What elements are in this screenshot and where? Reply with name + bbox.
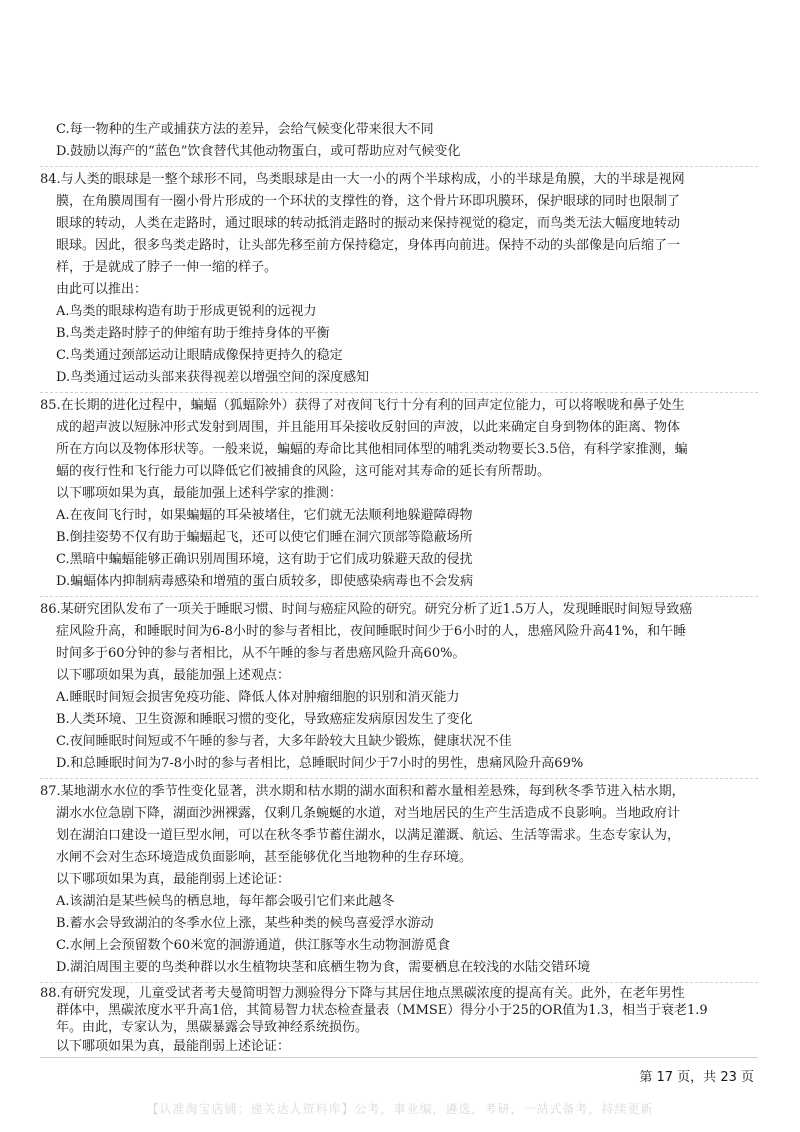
option-b: B.倒挂姿势不仅有助于蝙蝠起飞，还可以使它们睡在洞穴顶部等隐蔽场所 bbox=[56, 530, 473, 545]
question-stem: 84.与人类的眼球是一整个球形不同，鸟类眼球是由一大一小的两个半球构成，小的半球是角膜，大的半球是视网 bbox=[40, 172, 685, 187]
option-c: C.黑暗中蝙蝠能够正确识别周围环境，这有助于它们成功躲避天敌的侵扰 bbox=[56, 552, 473, 567]
option-a: A.鸟类的眼球构造有助于形成更锐利的远视力 bbox=[56, 304, 317, 319]
question-divider bbox=[40, 392, 758, 393]
option-text: D.鼓励以海产的“蓝色”饮食替代其他动物蛋白，或可帮助应对气候变化 bbox=[56, 144, 461, 159]
option-d: D.和总睡眠时间为7-8小时的参与者相比，总睡眠时间少于7小时的男性，患痛风险升高69% bbox=[56, 756, 584, 771]
watermark-text: 【认准淘宝店铺：递关达人资料库】公考，事业编，遴选，考研，一站式备考，持续更新 bbox=[146, 1102, 654, 1116]
question-divider bbox=[40, 596, 758, 597]
question-stem: 湖水水位急剧下降，湖面沙洲裸露，仅剩几条蜿蜒的水道，对当地居民的生产生活造成不良影响。当地政府计 bbox=[56, 806, 681, 821]
question-stem: 划在湖泊口建设一道巨型水闸，可以在秋冬季节蓄住湖水，以满足灌溉、航运、生活等需求。生态专家认为， bbox=[56, 828, 681, 843]
question-stem: 样，于是就成了脖子一伸一缩的样子。 bbox=[56, 260, 278, 275]
question-stem: 88.有研究发现，儿童受试者考夫曼简明智力测验得分下降与其居住地点黑碳浓度的提高有关。此外，在老年男性 bbox=[40, 986, 685, 1001]
option-c: C.鸟类通过颈部运动让眼睛成像保持更持久的稳定 bbox=[56, 348, 343, 363]
question-divider bbox=[40, 778, 758, 779]
option-a: A.睡眠时间短会损害免疫功能、降低人体对肿瘤细胞的识别和消灭能力 bbox=[56, 690, 460, 705]
question-stem: 所在方向以及物体形状等。一般来说，蝙蝠的寿命比其他相同体型的哺乳类动物要长3.5倍，有科学家推测，蝙 bbox=[56, 442, 688, 457]
question-stem: 眼球。因此，很多鸟类走路时，让头部先移至前方保持稳定，身体再向前进。保持不动的头部像是向后缩了一 bbox=[56, 238, 681, 253]
question-stem: 时间多于60分钟的参与者相比，从不午睡的参与者患癌风险升高60%。 bbox=[56, 646, 466, 661]
question-divider bbox=[40, 166, 758, 167]
option-c: C.夜间睡眠时间短或不午睡的参与者，大多年龄较大且缺少锻炼，健康状况不佳 bbox=[56, 734, 512, 749]
question-prompt: 以下哪项如果为真，最能加强上述观点： bbox=[56, 668, 291, 683]
option-d: D.鸟类通过运动头部来获得视差以增强空间的深度感知 bbox=[56, 370, 370, 385]
option-a: A.该湖泊是某些候鸟的栖息地，每年都会吸引它们来此越冬 bbox=[56, 894, 395, 909]
option-d: D.湖泊周围主要的鸟类种群以水生植物块茎和底栖生物为食，需要栖息在较浅的水陆交错环境 bbox=[56, 960, 591, 975]
question-stem: 86.某研究团队发布了一项关于睡眠习惯、时间与癌症风险的研究。研究分析了近1.5万人，发现睡眠时间短导致癌 bbox=[40, 602, 693, 617]
footer-divider bbox=[40, 1057, 758, 1058]
option-c: C.水闸上会预留数个60米宽的洄游通道，供江豚等水生动物洄游觅食 bbox=[56, 938, 451, 953]
question-prompt: 由此可以推出： bbox=[56, 282, 148, 297]
option-a: A.在夜间飞行时，如果蝙蝠的耳朵被堵住，它们就无法顺利地躲避障碍物 bbox=[56, 508, 473, 523]
question-divider bbox=[40, 982, 758, 983]
question-stem: 水闸不会对生态环境造成负面影响，甚至能够优化当地物种的生存环境。 bbox=[56, 850, 473, 865]
question-stem: 85.在长期的进化过程中，蝙蝠（狐蝠除外）获得了对夜间飞行十分有利的回声定位能力，可以将喉咙和鼻子处生 bbox=[40, 398, 685, 413]
question-stem: 87.某地湖水水位的季节性变化显著，洪水期和枯水期的湖水面积和蓄水量相差悬殊，每到秋冬季节进入枯水期， bbox=[40, 784, 685, 799]
question-stem: 眼球的转动，人类在走路时，通过眼球的转动抵消走路时的振动来保持视觉的稳定，而鸟类无法大幅度地转动 bbox=[56, 216, 681, 231]
question-stem: 成的超声波以短脉冲形式发射到周围，并且能用耳朵接收反射回的声波，以此来确定自身到物体的距离、物体 bbox=[56, 420, 681, 435]
question-prompt: 以下哪项如果为真，最能加强上述科学家的推测： bbox=[56, 486, 343, 501]
question-stem: 年。由此，专家认为，黑碳暴露会导致神经系统损伤。 bbox=[56, 1020, 369, 1035]
question-prompt: 以下哪项如果为真，最能削弱上述论证： bbox=[56, 1039, 291, 1054]
option-b: B.鸟类走路时脖子的伸缩有助于维持身体的平衡 bbox=[56, 326, 330, 341]
option-text: C.每一物种的生产或捕获方法的差异，会给气候变化带来很大不同 bbox=[56, 122, 434, 137]
page-number: 第 17 页，共 23 页 bbox=[639, 1070, 754, 1085]
question-stem: 蝠的夜行性和飞行能力可以降低它们被捕食的风险，这可能对其寿命的延长有所帮助。 bbox=[56, 464, 551, 479]
question-stem: 群体中，黑碳浓度水平升高1倍，其简易智力状态检查量表（MMSE）得分小于25的OR值为1.3，相当于衰老1.9 bbox=[56, 1003, 708, 1018]
question-stem: 症风险升高，和睡眠时间为6-8小时的参与者相比，夜间睡眠时间少于6小时的人，患癌风险升高41%，和午睡 bbox=[56, 624, 687, 639]
option-d: D.蝙蝠体内抑制病毒感染和增殖的蛋白质较多，即使感染病毒也不会发病 bbox=[56, 574, 474, 589]
question-prompt: 以下哪项如果为真，最能削弱上述论证： bbox=[56, 872, 291, 887]
option-b: B.人类环境、卫生资源和睡眠习惯的变化，导致癌症发病原因发生了变化 bbox=[56, 712, 473, 727]
option-b: B.蓄水会导致湖泊的冬季水位上涨，某些种类的候鸟喜爱浮水游动 bbox=[56, 916, 434, 931]
question-stem: 膜，在角膜周围有一圈小骨片形成的一个环状的支撑性的脊，这个骨片环即巩膜环，保护眼球的同时也限制了 bbox=[56, 194, 681, 209]
